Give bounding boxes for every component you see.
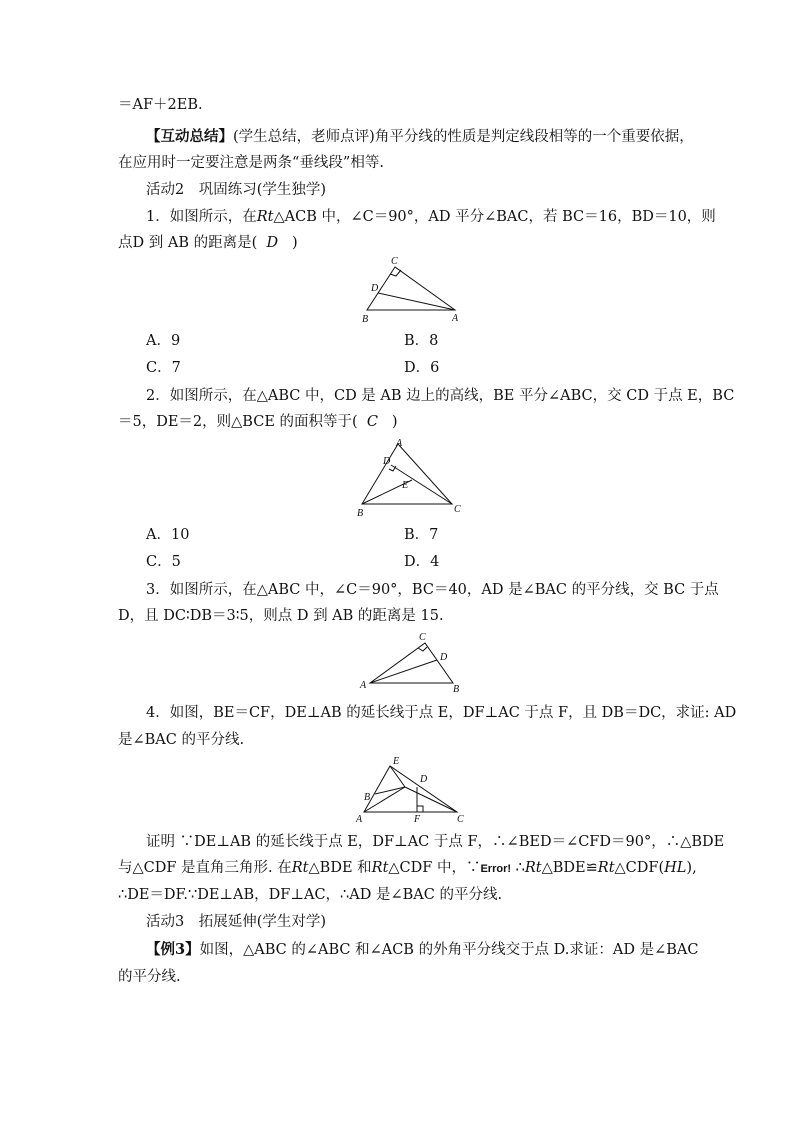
q2-label-b: B (357, 508, 364, 519)
proof-text-b: △BDE 和 (308, 860, 372, 876)
q1-figure (350, 254, 470, 326)
q2-label-e: E (402, 480, 409, 491)
proof-line-1: 证明 ∵DE⊥AB 的延长线于点 E，DF⊥AC 于点 F，∴∠BED＝∠CFD＝90°，∴△BDE (146, 834, 725, 850)
q3-line-2: D，且 DC∶DB＝3∶5，则点 D 到 AB 的距离是 15. (118, 608, 444, 624)
proof-rt-3: Rt (524, 860, 542, 876)
summary-tag: 【互动总结】 (146, 128, 233, 145)
q3-figure (355, 628, 470, 696)
summary-line-2: 在应用时一定要注意是两条“垂线段”相等. (118, 155, 384, 171)
q3-label-b: B (453, 684, 460, 695)
q2-option-d: D．4 (404, 554, 440, 570)
proof-rt-1: Rt (291, 860, 309, 876)
q2-label-d: D (383, 456, 391, 467)
q3-bisector-ad (370, 660, 437, 683)
proof-text-c: △CDF 中，∵ (388, 860, 481, 876)
proof-text-e: △BDE≌ (541, 860, 598, 876)
example3-tag: 【例3】 (146, 941, 200, 958)
q3-label-d: D (440, 652, 448, 663)
q4-segment-ad (364, 787, 405, 812)
proof-rt-2: Rt (371, 860, 389, 876)
q4-segment-ed (390, 766, 405, 787)
q2-option-b: B．7 (404, 527, 439, 543)
example3-line-2: 的平分线. (118, 969, 181, 985)
q1-label-d: D (371, 283, 379, 294)
q2-answer: C (366, 414, 379, 430)
q4-label-a: A (356, 814, 363, 825)
q1-option-c: C．7 (146, 360, 181, 376)
q1-text-a: 1．如图所示，在 (146, 209, 257, 225)
proof-text-f: △CDF( (614, 860, 665, 876)
q1-triangle (367, 267, 455, 310)
proof-hl: HL (664, 860, 687, 876)
q1-answer: D (266, 235, 279, 251)
proof-text-g: ), (686, 860, 697, 876)
q1-label-b: B (362, 314, 369, 325)
q1-line-1 (146, 207, 716, 227)
summary-line-1 (146, 127, 694, 147)
q4-label-e: E (393, 756, 400, 767)
q2-close-paren: ) (391, 414, 398, 430)
q4-line-1: 4．如图，BE＝CF，DE⊥AB 的延长线于点 E，DF⊥AC 于点 F，且 DB＝DC，求证: AD (146, 705, 737, 721)
proof-line-3: ∴DE＝DF.∵DE⊥AB，DF⊥AC，∴AD 是∠BAC 的平分线. (118, 887, 503, 903)
q4-right-angle-mark (417, 806, 423, 812)
q1-label-c: C (391, 256, 398, 267)
proof-error-field: Error! (480, 863, 512, 875)
q3-line-1: 3．如图所示，在△ABC 中，∠C＝90°，BC＝40，AD 是∠BAC 的平分线，交 BC 于点 (146, 582, 719, 598)
q2-label-a: A (396, 438, 403, 449)
q4-line-2: 是∠BAC 的平分线. (118, 732, 245, 748)
q2-line-2 (118, 412, 398, 432)
proof-rt-4: Rt (597, 860, 615, 876)
proof-line-2 (118, 858, 697, 879)
example3-line-1 (146, 940, 698, 960)
q4-figure (355, 754, 470, 824)
summary-text-1: (学生总结，老师点评)角平分线的性质是判定线段相等的一个重要依据， (233, 129, 694, 145)
q1-option-a: A．9 (146, 333, 181, 349)
q1-line-2 (118, 233, 298, 253)
q1-text-c: 点D 到 AB 的距离是( (118, 235, 258, 251)
q1-label-a: A (452, 313, 459, 324)
activity2-title: 活动2 巩固练习(学生独学) (146, 182, 327, 198)
q2-option-a: A．10 (146, 527, 190, 543)
q2-option-c: C．5 (146, 554, 181, 570)
q2-figure (350, 434, 470, 520)
q1-close-paren: ) (291, 235, 298, 251)
q2-label-c: C (454, 504, 461, 515)
q4-label-d: D (420, 774, 428, 785)
q3-triangle (370, 643, 453, 683)
q4-segment-dc (405, 787, 457, 812)
q4-label-c: C (457, 814, 464, 825)
q2-text-a: ＝5，DE＝2，则△BCE 的面积等于( (118, 414, 358, 430)
proof-text-d: ∴ (511, 860, 525, 876)
q1-text-b: △ACB 中，∠C＝90°，AD 平分∠BAC，若 BC＝16，BD＝10，则 (273, 209, 716, 225)
q2-line-1: 2．如图所示，在△ABC 中，CD 是 AB 边上的高线，BE 平分∠ABC，交 CD 于点 E，BC (146, 388, 735, 404)
q4-label-b: B (364, 792, 371, 803)
q1-option-d: D．6 (404, 360, 440, 376)
q1-option-b: B．8 (404, 333, 439, 349)
q3-label-c: C (419, 632, 426, 643)
continued-equation: ＝AF＋2EB. (118, 97, 203, 113)
q4-label-f: F (414, 814, 421, 825)
example3-text-1: 如图，△ABC 的∠ABC 和∠ACB 的外角平分线交于点 D.求证：AD 是∠BAC (199, 942, 699, 958)
q4-segment-bd (375, 787, 405, 794)
activity3-title: 活动3 拓展延伸(学生对学) (146, 914, 327, 930)
q1-rt: Rt (256, 209, 274, 225)
q3-label-a: A (360, 680, 367, 691)
proof-text-a: 与△CDF 是直角三角形. 在 (118, 860, 292, 876)
